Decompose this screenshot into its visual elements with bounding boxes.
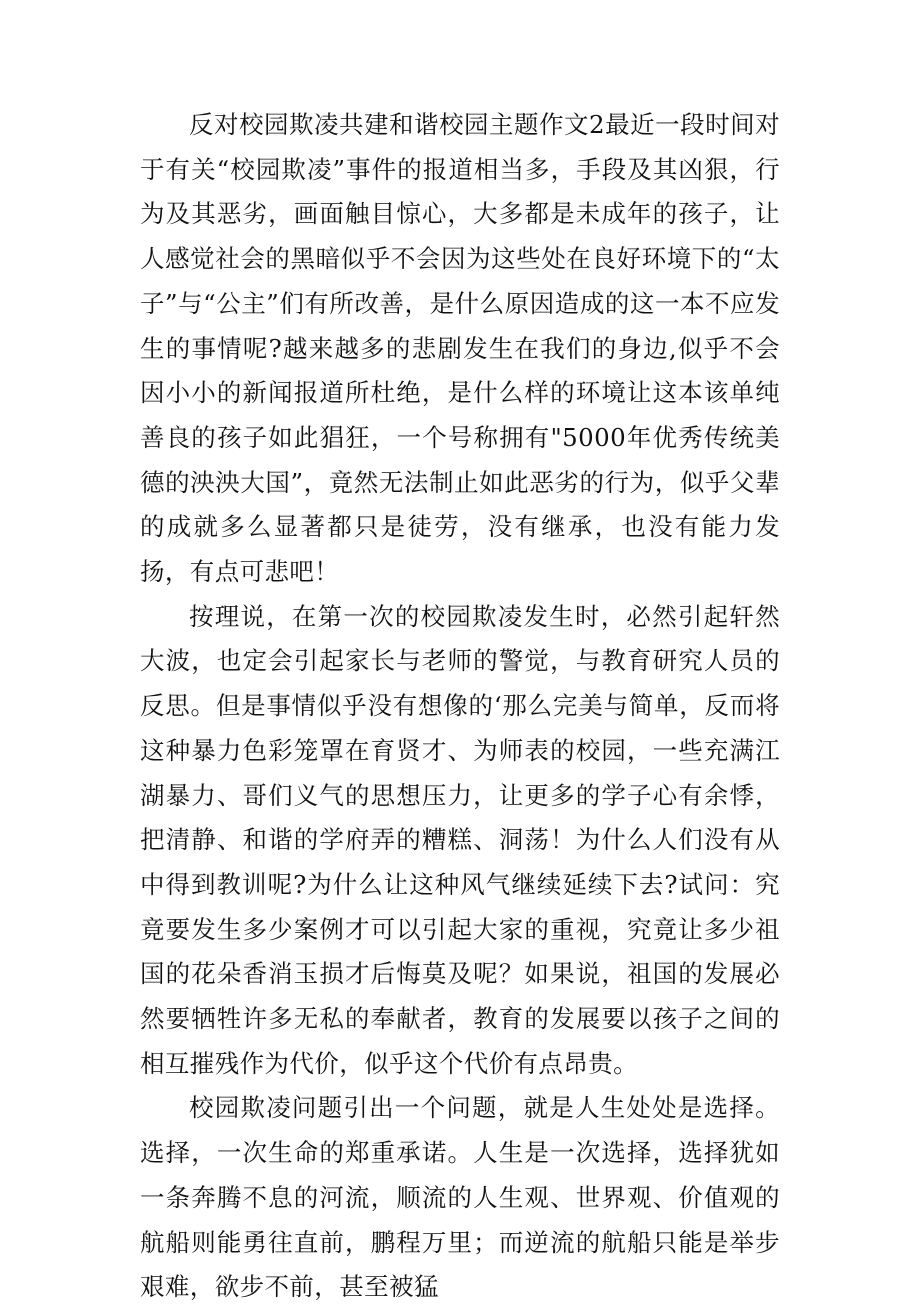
document-body — [140, 103, 780, 1310]
paragraph-3: 校园欺凌问题引出一个问题，就是人生处处是选择。选择，一次生命的郑重承诺。人生是一次选择，选择犹如一条奔腾不息的河流，顺流的人生观、世界观、价值观的航船则能勇往直前，鹏程万里；而逆流的航船只能是举步艰难，欲步不前，甚至被猛 — [140, 1093, 780, 1302]
paragraph-1: 反对校园欺凌共建和谐校园主题作文2最近一段时间对于有关“校园欺凌”事件的报道相当多，手段及其凶狠，行为及其恶劣，画面触目惊心，大多都是未成年的孩子，让人感觉社会的黑暗似乎不会因为这些处在良好环境下的“太子”与“公主”们有所改善，是什么原因造成的这一本不应发生的事情呢?越来越多的悲剧发生在我们的身边,似乎不会因小小的新闻报道所杜绝，是什么样的环境让这本该单纯善良的孩子如此猖狂，一个号称拥有"5000年优秀传统美德的泱泱大国”，竟然无法制止如此恶劣的行为，似乎父辈的成就多么显著都只是徒劳，没有继承，也没有能力发扬，有点可悲吧！ — [140, 110, 780, 587]
paragraph-2: 按理说，在第一次的校园欺凌发生时，必然引起轩然大波，也定会引起家长与老师的警觉，与教育研究人员的反思。但是事情似乎没有想像的‘那么完美与简单，反而将这种暴力色彩笼罩在育贤才、为师表的校园，一些充满江湖暴力、哥们义气的思想压力，让更多的学子心有余悸，把清静、和谐的学府弄的糟糕、洞荡！为什么人们没有从中得到教训呢?为什么让这种风气继续延续下去?试问：究竟要发生多少案例才可以引起大家的重视，究竟让多少祖国的花朵香消玉损才后悔莫及呢？如果说，祖国的发展必然要牺牲许多无私的奉献者，教育的发展要以孩子之间的相互摧残作为代价，似乎这个代价有点昂贵。 — [140, 601, 780, 1078]
